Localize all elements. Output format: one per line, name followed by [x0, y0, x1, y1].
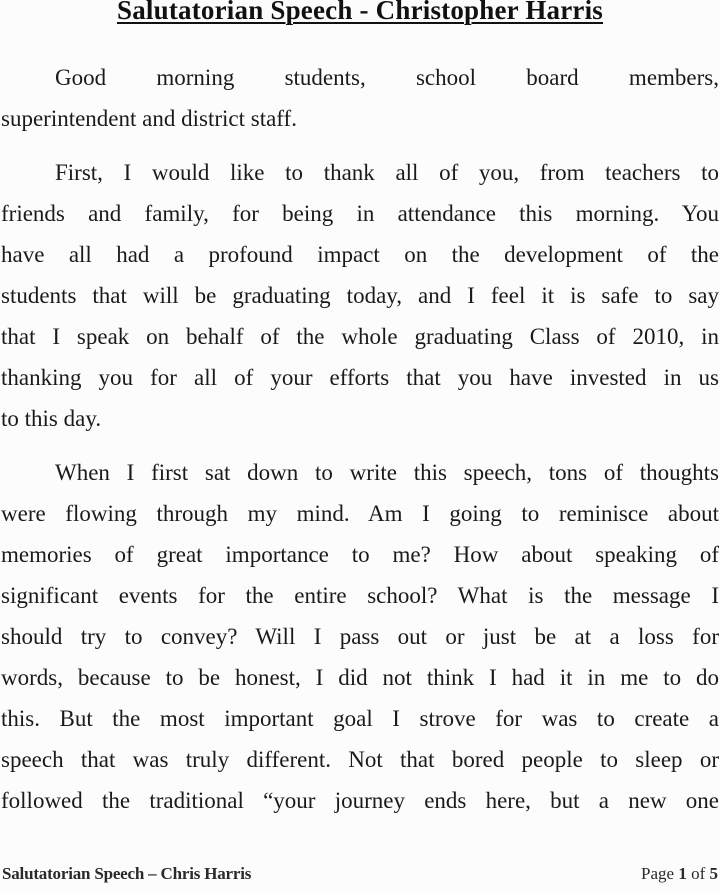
text-line: First, I would like to thank all of you, from teachers to: [55, 160, 719, 185]
footer-document-name: Salutatorian Speech – Chris Harris: [2, 864, 252, 883]
footer-page-total: 5: [709, 864, 718, 883]
text-line: Good morning students, school board members,: [55, 65, 719, 90]
text-line: followed the traditional “your journey ends here, but a new one: [1, 788, 719, 813]
text-line: speech that was truly different. Not that bored people to sleep or: [1, 747, 719, 772]
text-line: memories of great importance to me? How about speaking of: [1, 542, 719, 567]
text-line: thanking you for all of your efforts that you have invested in us: [1, 365, 719, 390]
text-line: that I speak on behalf of the whole graduating Class of 2010, in: [1, 324, 719, 349]
text-line: significant events for the entire school? What is the message I: [1, 583, 719, 608]
text-line: students that will be graduating today, and I feel it is safe to say: [1, 283, 719, 308]
footer-page-prefix: Page: [641, 864, 675, 883]
text-line: words, because to be honest, I did not think I had it in me to do: [1, 665, 719, 690]
text-line: should try to convey? Will I pass out or just be at a loss for: [1, 624, 719, 649]
paragraph-2: [1, 152, 719, 439]
text-line: were flowing through my mind. Am I going to reminisce about: [1, 501, 719, 526]
text-line: this. But the most important goal I strove for was to create a: [1, 706, 719, 731]
text-line: to this day.: [1, 406, 102, 431]
document-title: Salutatorian Speech - Christopher Harris: [117, 0, 603, 25]
text-line: superintendent and district staff.: [1, 106, 297, 131]
footer-page-indicator: [641, 864, 718, 884]
paragraph-3: [1, 452, 719, 821]
text-line: friends and family, for being in attendance this morning. You: [1, 201, 719, 226]
footer-page-number: 1: [678, 864, 687, 883]
page-footer: [0, 864, 720, 884]
paragraph-1: [1, 57, 719, 139]
footer-page-middle: of: [691, 864, 706, 883]
text-line: have all had a profound impact on the development of the: [1, 242, 719, 267]
text-line: When I first sat down to write this speech, tons of thoughts: [55, 460, 719, 485]
